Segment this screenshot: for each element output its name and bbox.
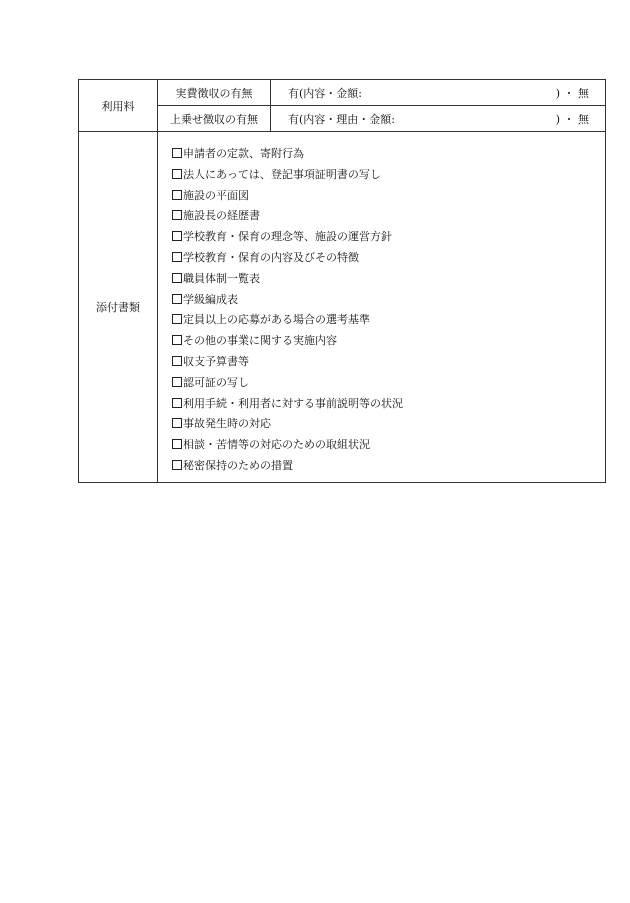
checkbox-icon[interactable] — [172, 356, 182, 366]
checklist-item — [172, 269, 605, 290]
surcharge-detail — [271, 106, 606, 132]
checkbox-icon[interactable] — [172, 335, 182, 345]
checklist-item — [172, 186, 605, 207]
checklist-item-label: 学校教育・保育の理念等、施設の運営方針 — [183, 230, 392, 244]
attachments-row — [79, 132, 606, 483]
attachments-checklist — [158, 132, 606, 483]
checklist-item — [172, 352, 605, 373]
checklist-item — [172, 331, 605, 352]
fee-row-actual-cost — [79, 80, 606, 106]
checklist-item-label: 学校教育・保育の内容及びその特徴 — [183, 250, 359, 264]
checklist-item — [172, 435, 605, 456]
checkbox-icon[interactable] — [172, 190, 182, 200]
checklist-item — [172, 206, 605, 227]
checklist-item-label: 認可証の写し — [183, 375, 249, 389]
checklist-item — [172, 290, 605, 311]
checklist-item-label: 施設長の経歴書 — [183, 209, 260, 223]
surcharge-label: 上乗せ徴収の有無 — [158, 106, 271, 132]
checklist-item-label: 職員体制一覧表 — [183, 271, 260, 285]
fee-row-surcharge — [79, 106, 606, 132]
checklist-item — [172, 165, 605, 186]
checkbox-icon[interactable] — [172, 377, 182, 387]
checklist-item-label: 利用手続・利用者に対する事前説明等の状況 — [183, 396, 403, 410]
checkbox-icon[interactable] — [172, 252, 182, 262]
checklist-item — [172, 414, 605, 435]
checklist-item-label: 相談・苦情等の対応のための取組状況 — [183, 438, 370, 452]
checklist-item-label: 定員以上の応募がある場合の選考基準 — [183, 313, 370, 327]
checklist-item — [172, 394, 605, 415]
checkbox-icon[interactable] — [172, 273, 182, 283]
checklist-item — [172, 310, 605, 331]
checklist-item-label: 学級編成表 — [183, 292, 238, 306]
checkbox-icon[interactable] — [172, 294, 182, 304]
checklist-item — [172, 144, 605, 165]
checkbox-icon[interactable] — [172, 169, 182, 179]
checkbox-icon[interactable] — [172, 398, 182, 408]
checkbox-icon[interactable] — [172, 148, 182, 158]
surcharge-content: 有(内容・理由・金額: — [288, 112, 395, 126]
actual-cost-detail — [271, 80, 606, 106]
checklist-item-label: 秘密保持のための措置 — [183, 458, 293, 472]
checkbox-icon[interactable] — [172, 210, 182, 220]
application-form-table — [78, 79, 606, 483]
checklist-item — [172, 373, 605, 394]
checkbox-icon[interactable] — [172, 418, 182, 428]
checklist-item — [172, 248, 605, 269]
checklist-item-label: 収支予算書等 — [183, 354, 249, 368]
checkbox-icon[interactable] — [172, 460, 182, 470]
attachments-heading: 添付書類 — [79, 132, 158, 483]
checklist-item — [172, 227, 605, 248]
checklist-item-label: 施設の平面図 — [183, 188, 249, 202]
checklist-item-label: 法人にあっては、登記事項証明書の写し — [183, 167, 381, 181]
fee-heading: 利用料 — [79, 80, 158, 132]
actual-cost-content: 有(内容・金額: — [288, 86, 362, 100]
surcharge-none: ) ・ 無 — [555, 112, 589, 126]
checkbox-icon[interactable] — [172, 439, 182, 449]
checkbox-icon[interactable] — [172, 231, 182, 241]
checklist-item-label: 事故発生時の対応 — [183, 417, 271, 431]
checklist-item-label: 申請者の定款、寄附行為 — [183, 147, 304, 160]
checkbox-icon[interactable] — [172, 314, 182, 324]
actual-cost-label: 実費徴収の有無 — [158, 80, 271, 106]
checklist-container — [172, 144, 605, 477]
actual-cost-none: ) ・ 無 — [555, 86, 589, 100]
checklist-item — [172, 456, 605, 477]
checklist-item-label: その他の事業に関する実施内容 — [183, 334, 337, 348]
